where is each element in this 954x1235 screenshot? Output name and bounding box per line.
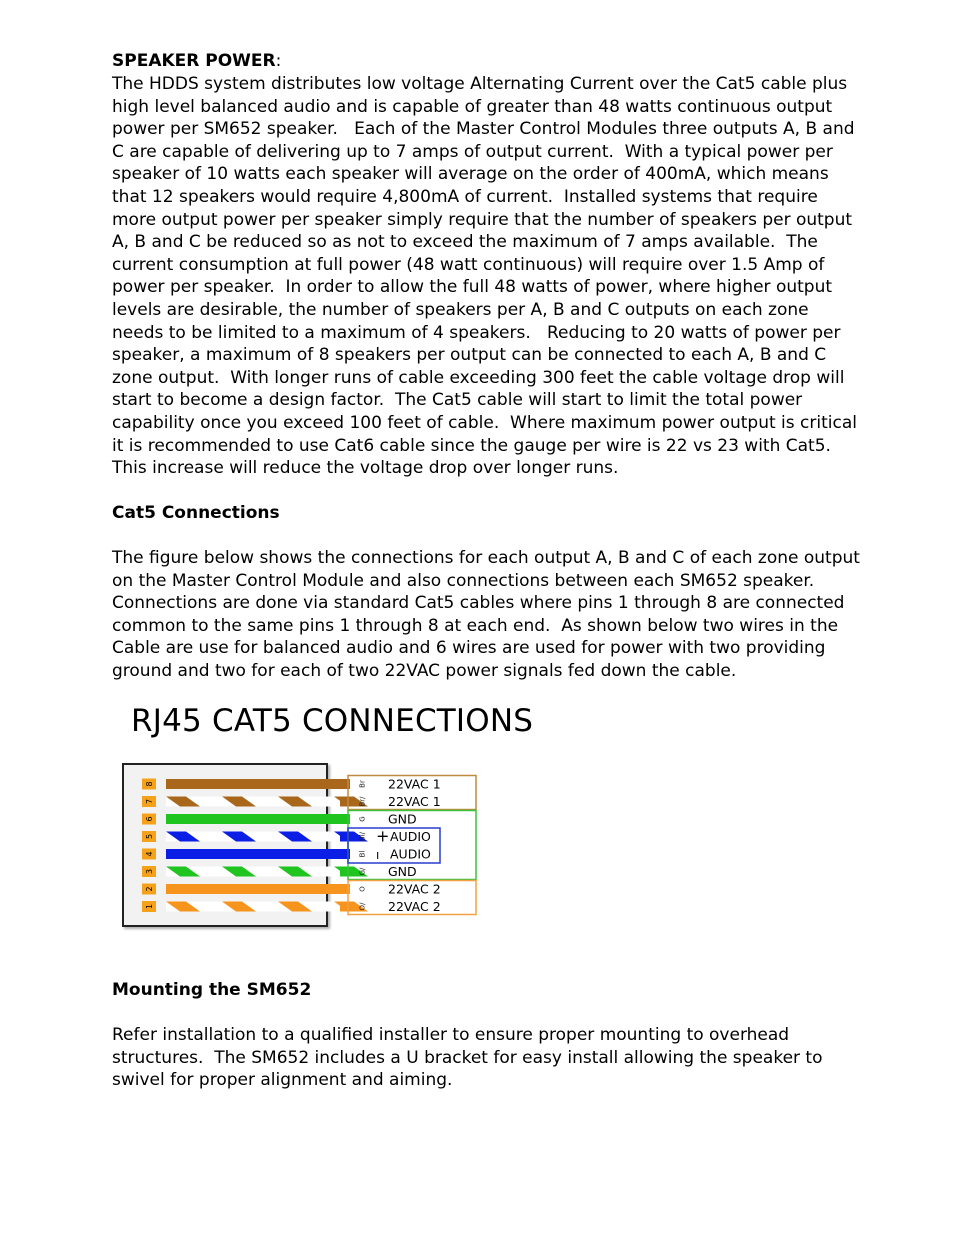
text-line: more output power per speaker simply require that the number of speakers per output xyxy=(112,209,853,230)
color-code: G xyxy=(358,816,367,822)
pin-label: AUDIO xyxy=(390,846,431,862)
cat5-connections-heading: Cat5 Connections xyxy=(112,503,280,523)
text-line: start to become a design factor. The Cat5 cable will start to limit the total power xyxy=(112,390,803,411)
pin-number: 3 xyxy=(145,868,155,875)
speaker-power-title-colon: : xyxy=(275,51,282,71)
color-code: O/ xyxy=(358,902,367,911)
wire-6 xyxy=(166,814,350,824)
text-line: common to the same pins 1 through 8 at each end. As shown below two wires in the xyxy=(112,615,839,636)
color-code: G/ xyxy=(358,867,367,876)
text-line: power per speaker. In order to allow the full 48 watts of power, where higher output xyxy=(112,277,833,298)
color-code: O xyxy=(358,886,367,892)
pin-label: 22VAC 2 xyxy=(388,881,441,897)
pin-number: 8 xyxy=(145,781,155,787)
pin-label: 22VAC 2 xyxy=(388,899,441,914)
speaker-power-heading xyxy=(112,50,281,73)
text-line: C are capable of delivering up to 7 amps of output current. With a typical power per xyxy=(112,141,833,162)
text-line: structures. The SM652 includes a U bracket for easy install allowing the speaker to xyxy=(112,1047,823,1068)
text-line: levels are desirable, the number of speakers per A, B and C outputs on each zone xyxy=(112,299,809,320)
pin-number: 7 xyxy=(145,798,155,805)
speaker-power-paragraph xyxy=(112,73,857,480)
wire-4 xyxy=(166,849,350,859)
pin-label: GND xyxy=(388,811,417,827)
text-line: it is recommended to use Cat6 cable since the gauge per wire is 22 vs 23 with Cat5. xyxy=(112,435,831,456)
color-code: Bl/ xyxy=(358,831,367,842)
color-code: Bl xyxy=(358,850,367,858)
text-line: Refer installation to a qualified installer to ensure proper mounting to overhead xyxy=(112,1025,790,1045)
text-line: high level balanced audio and is capable of greater than 48 watts continuous output xyxy=(112,96,833,117)
text-line: swivel for proper alignment and aiming. xyxy=(112,1070,453,1091)
mounting-heading: Mounting the SM652 xyxy=(112,980,312,1000)
mounting-paragraph xyxy=(112,1024,852,1092)
pin-number: 4 xyxy=(145,851,155,857)
text-line: on the Master Control Module and also connections between each SM652 speaker. xyxy=(112,570,815,591)
diagram-title: RJ45 CAT5 CONNECTIONS xyxy=(131,703,534,739)
text-line: speaker of 10 watts each speaker will average on the order of 400mA, which means xyxy=(112,164,829,185)
pin-label: 22VAC 1 xyxy=(388,794,441,809)
text-line: zone output. With longer runs of cable exceeding 300 feet the cable voltage drop will xyxy=(112,367,845,388)
minus-icon: ı xyxy=(376,848,380,862)
text-line: Connections are done via standard Cat5 cables where pins 1 through 8 are connected xyxy=(112,593,845,614)
text-line: The figure below shows the connections for each output A, B and C of each zone output xyxy=(112,548,860,568)
pin-number: 6 xyxy=(145,816,155,822)
pin-number: 1 xyxy=(145,903,155,910)
text-line: A, B and C be reduced so as not to exceed the maximum of 7 amps available. The xyxy=(112,232,818,253)
wire-2 xyxy=(166,884,350,894)
pin-number: 5 xyxy=(145,833,155,840)
pin-number: 2 xyxy=(145,886,155,892)
pin-label: GND xyxy=(388,864,417,879)
text-line: capability once you exceed 100 feet of cable. Where maximum power output is critical xyxy=(112,412,857,433)
text-line: power per SM652 speaker. Each of the Master Control Modules three outputs A, B and xyxy=(112,119,855,140)
text-line: The HDDS system distributes low voltage Alternating Current over the Cat5 cable plus xyxy=(112,74,848,94)
text-line: that 12 speakers would require 4,800mA of current. Installed systems that require xyxy=(112,186,818,207)
wire-8 xyxy=(166,779,350,789)
text-line: This increase will reduce the voltage drop over longer runs. xyxy=(112,458,619,479)
color-code: Br xyxy=(358,780,367,788)
text-line: current consumption at full power (48 watt continuous) will require over 1.5 Amp of xyxy=(112,254,825,275)
pin-label: AUDIO xyxy=(390,829,431,844)
text-line: needs to be limited to a maximum of 4 speakers. Reducing to 20 watts of power per xyxy=(112,322,841,343)
pin-label: 22VAC 1 xyxy=(388,776,441,792)
rj45-wiring-diagram xyxy=(118,760,483,932)
color-code: Br/ xyxy=(358,796,367,807)
plus-icon: + xyxy=(376,826,390,846)
text-line: ground and two for each of two 22VAC power signals fed down the cable. xyxy=(112,660,737,681)
cat5-connections-paragraph xyxy=(112,547,860,683)
speaker-power-title: SPEAKER POWER xyxy=(112,51,276,71)
text-line: speaker, a maximum of 8 speakers per output can be connected to each A, B and C xyxy=(112,345,827,366)
text-line: Cable are use for balanced audio and 6 wires are used for power with two providing xyxy=(112,638,826,659)
